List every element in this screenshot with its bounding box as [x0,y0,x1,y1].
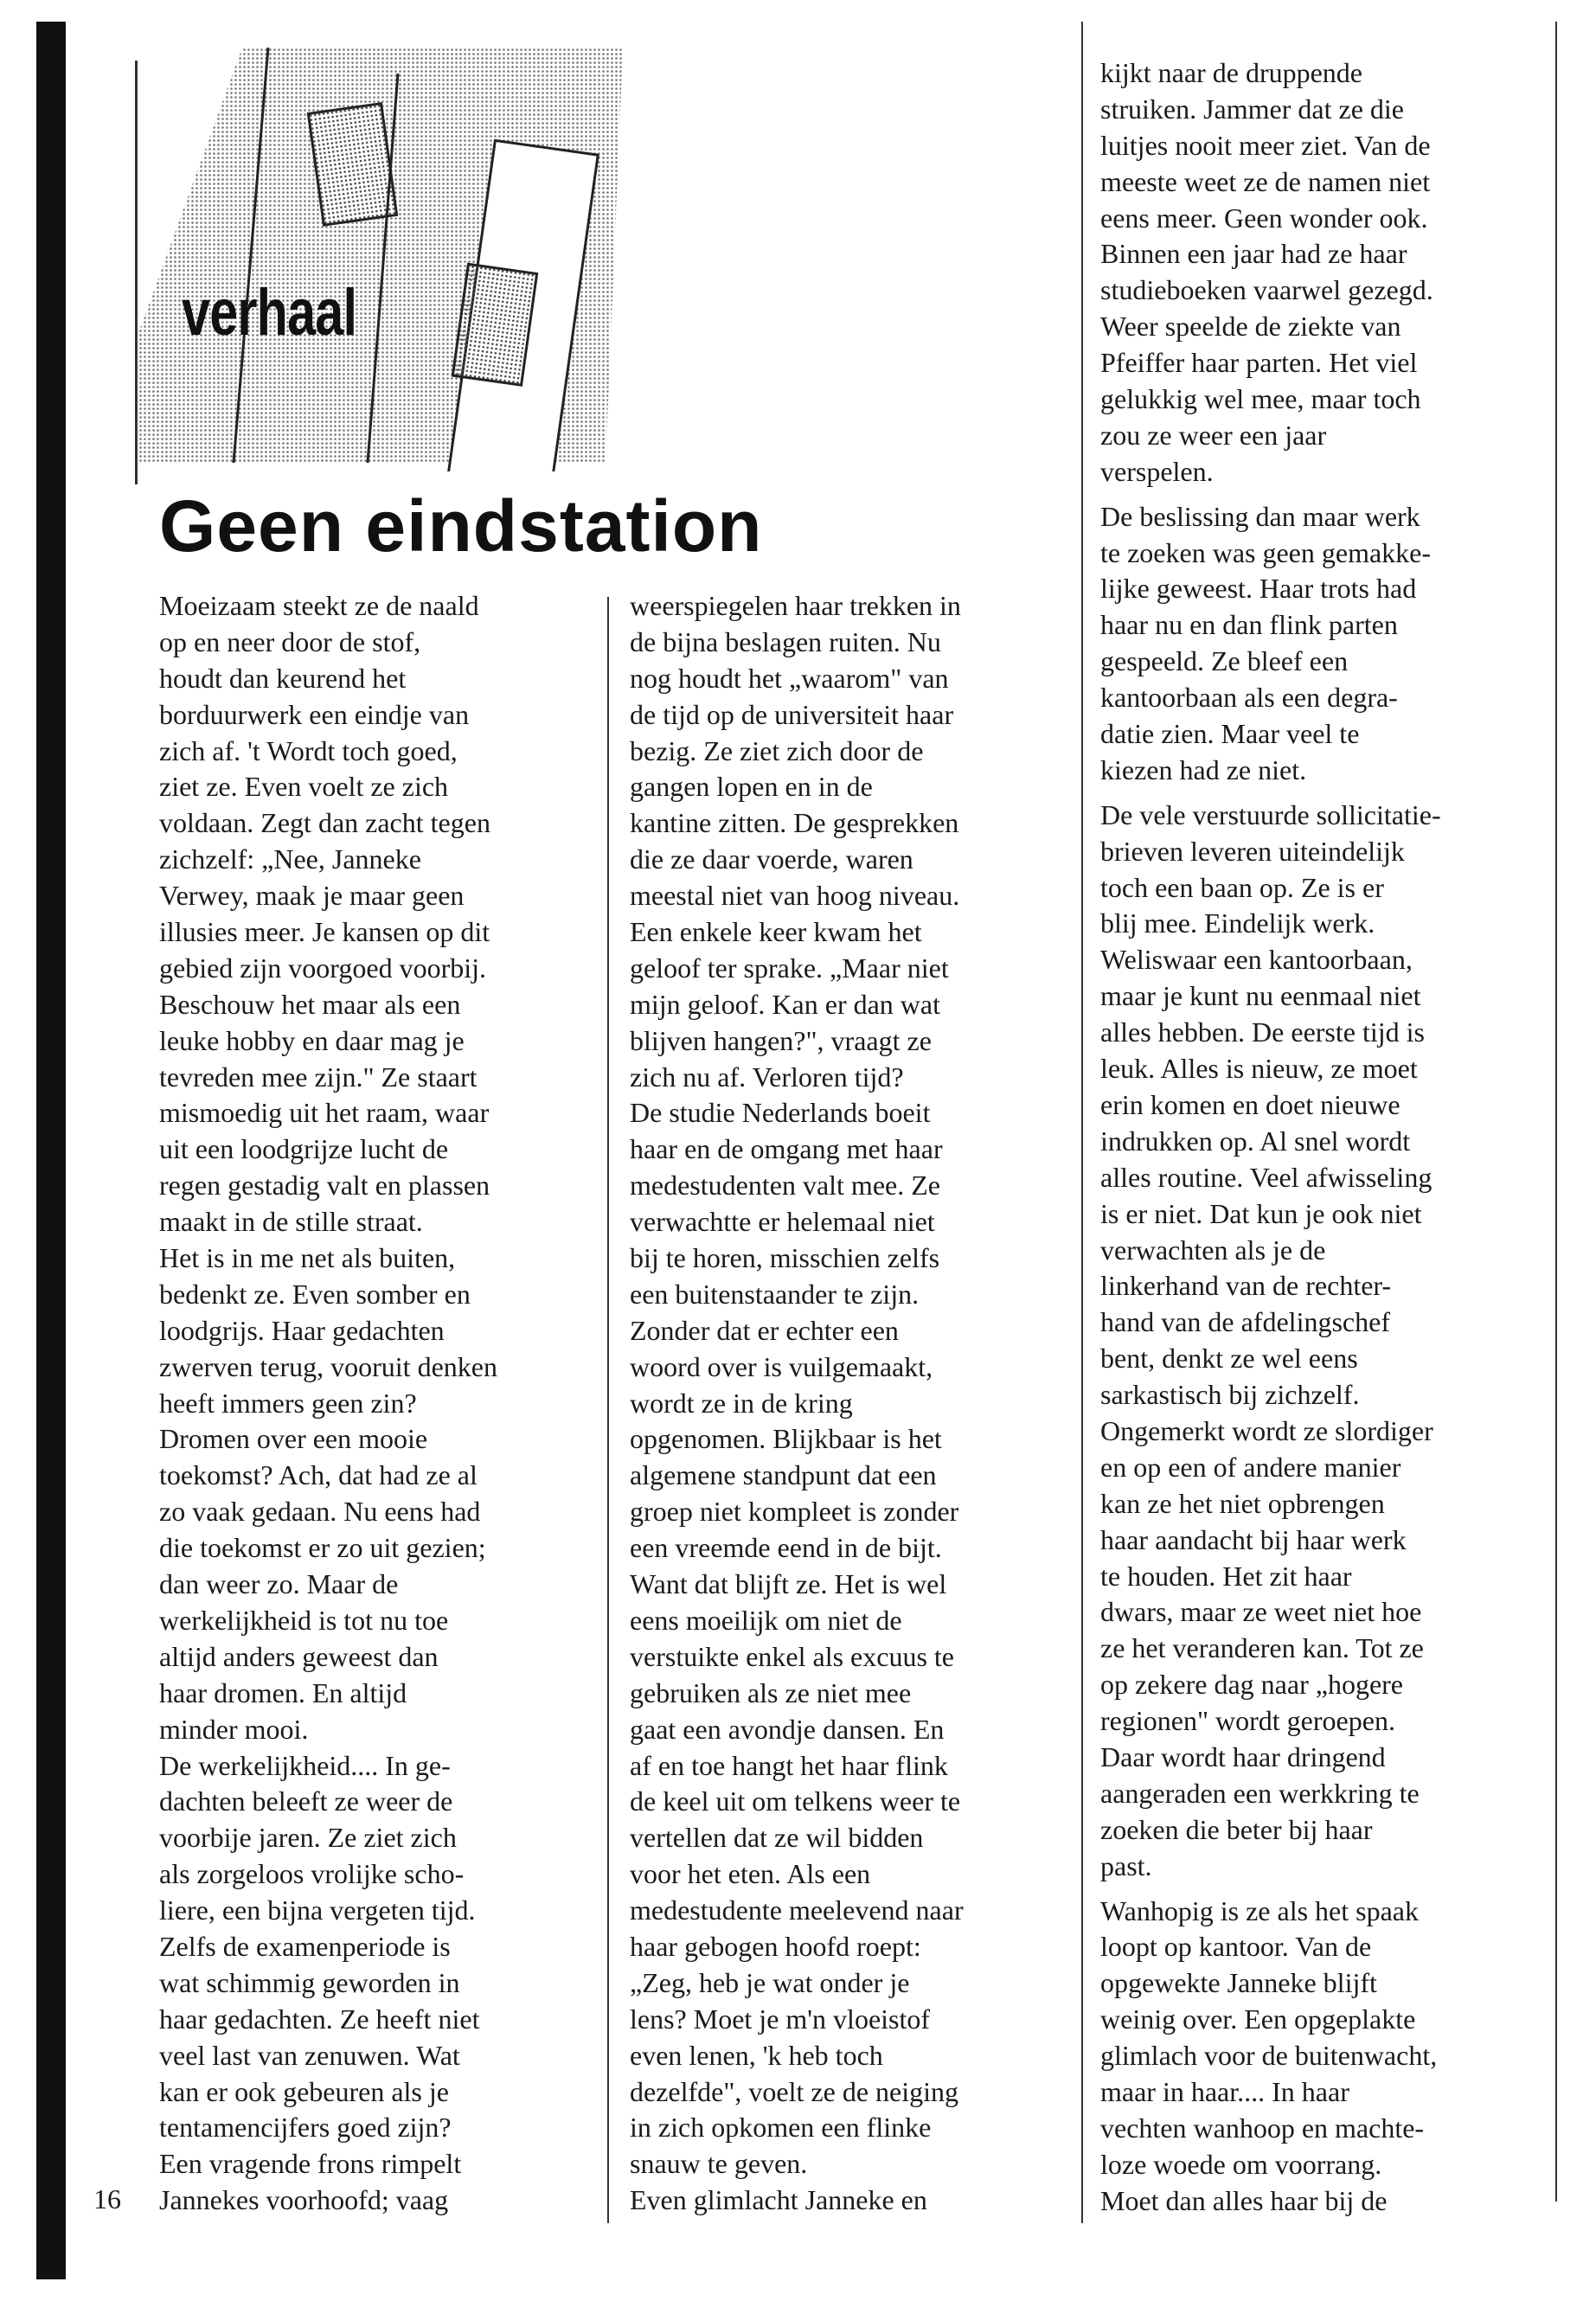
text-line: struiken. Jammer dat ze die [1100,93,1404,125]
text-line: blijven hangen?", vraagt ze [630,1024,932,1056]
text-line: Het is in me net als buiten, [159,1242,456,1274]
text-line: vertellen dat ze wil bidden [630,1822,924,1854]
text-line: de tijd op de universiteit haar [630,698,954,730]
text-line: zichzelf: „Nee, Janneke [159,843,421,875]
text-line: opgenomen. Blijkbaar is het [630,1423,942,1455]
text-line: De vele verstuurde sollicitatie- [1100,798,1441,830]
text-line: bent, denkt ze wel eens [1100,1343,1358,1375]
text-line: Jannekes voorhoofd; vaag [159,2184,449,2216]
text-line: Wanhopig is ze als het spaak [1100,1894,1419,1926]
text-line: voor het eten. Als een [630,1858,871,1890]
text-line: loze woede om voorrang. [1100,2148,1382,2180]
text-line: maar in haar.... In haar [1100,2075,1349,2107]
text-line: af en toe hangt het haar flink [630,1749,948,1781]
text-line: dwars, maar ze weet niet hoe [1100,1596,1422,1628]
text-line: mijn geloof. Kan er dan wat [630,988,940,1020]
text-line: haar nu en dan flink parten [1100,609,1398,641]
text-line: Beschouw het maar als een [159,988,461,1020]
text-line: toch een baan op. Ze is er [1100,871,1384,903]
text-line: te zoeken was geen gemakke- [1100,536,1432,568]
section-label: verhaal [182,276,357,349]
text-line: kantoorbaan als een degra- [1100,682,1398,714]
text-line: zoeken die beter bij haar [1100,1813,1373,1845]
text-line: mismoedig uit het raam, waar [159,1097,490,1129]
text-line: haar gebogen hoofd roept: [630,1930,921,1962]
text-line: even lenen, 'k heb toch [630,2039,883,2071]
text-line: datie zien. Maar veel te [1100,718,1360,750]
text-line: Daar wordt haar dringend [1100,1740,1386,1772]
text-line: kantine zitten. De gesprekken [630,807,959,839]
text-line: de bijna beslagen ruiten. Nu [630,625,941,657]
text-line: verstuikte enkel als excuus te [630,1640,954,1672]
text-line: Ongemerkt wordt ze slordiger [1100,1414,1433,1446]
text-line: wordt ze in de kring [630,1387,853,1419]
rule-title [135,61,138,484]
page-edge-bar [36,22,66,2279]
text-line: uit een loodgrijze lucht de [159,1133,449,1165]
text-line: de keel uit om telkens weer te [630,1785,961,1817]
text-line: zich nu af. Verloren tijd? [630,1061,904,1093]
text-line: weinig over. Een opgeplakte [1100,2003,1416,2035]
text-line: Een enkele keer kwam het [630,916,922,948]
text-line: toekomst? Ach, dat had ze al [159,1459,478,1491]
text-line: alles hebben. De eerste tijd is [1100,1016,1425,1048]
text-line: haar dromen. En altijd [159,1676,407,1708]
text-line: is er niet. Dat kun je ook niet [1100,1197,1422,1229]
text-line: Dromen over een mooie [159,1423,428,1455]
text-line: Een vragende frons rimpelt [159,2148,462,2180]
text-line: past. [1100,1849,1152,1881]
text-line: voldaan. Zegt dan zacht tegen [159,807,490,839]
text-line: gespeeld. Ze bleef een [1100,645,1349,677]
text-line: gebied zijn voorgoed voorbij. [159,952,486,984]
text-line: „Zeg, heb je wat onder je [630,1966,910,1998]
text-line: glimlach voor de buitenwacht, [1100,2040,1438,2072]
text-line: gaat een avondje dansen. En [630,1713,945,1745]
text-line: Weliswaar een kantoorbaan, [1100,944,1413,976]
text-line: verspelen. [1100,455,1214,487]
text-line: zo vaak gedaan. Nu eens had [159,1496,481,1528]
text-line: minder mooi. [159,1713,309,1745]
text-line: Pfeiffer haar parten. Het viel [1100,347,1418,379]
text-line: als zorgeloos vrolijke scho- [159,1858,465,1890]
text-line: een vreemde eend in de bijt. [630,1532,942,1564]
text-line: gelukkig wel mee, maar toch [1100,383,1421,415]
text-column-2 [630,588,964,2219]
text-line: altijd anders geweest dan [159,1640,439,1672]
text-line: Weer speelde de ziekte van [1100,311,1401,343]
text-line: dezelfde", voelt ze de neiging [630,2075,958,2107]
text-line: zou ze weer een jaar [1100,419,1327,451]
text-line: kijkt naar de druppende [1100,57,1362,88]
text-line: bezig. Ze ziet zich door de [630,734,924,766]
text-line: snauw te geven. [630,2148,808,2180]
text-line: regen gestadig valt en plassen [159,1170,490,1202]
text-line: veel last van zenuwen. Wat [159,2039,460,2071]
text-line: indrukken op. Al snel wordt [1100,1125,1411,1157]
text-line: geloof ter sprake. „Maar niet [630,952,949,984]
text-line: leuk. Alles is nieuw, ze moet [1100,1053,1418,1085]
text-line: De werkelijkheid.... In ge- [159,1749,451,1781]
text-line: kan er ook gebeuren als je [159,2075,449,2107]
column-divider-2 [1081,22,1083,2223]
text-line: brieven leveren uiteindelijk [1100,835,1405,867]
text-line: gangen lopen en in de [630,771,873,803]
text-line: eens meer. Geen wonder ook. [1100,202,1428,234]
text-line: Zelfs de examenperiode is [159,1930,451,1962]
text-line: luitjes nooit meer ziet. Van de [1100,129,1431,161]
text-line: weerspiegelen haar trekken in [630,590,961,621]
text-line: loopt op kantoor. Van de [1100,1931,1372,1963]
column-divider-right [1555,22,1557,2202]
text-line: regionen" wordt geroepen. [1100,1705,1395,1737]
text-line: zwerven terug, vooruit denken [159,1350,497,1382]
text-line: sarkastisch bij zichzelf. [1100,1379,1360,1411]
text-line: nog houdt het „waarom" van [630,662,949,694]
text-line: De studie Nederlands boeit [630,1097,931,1129]
text-line: voorbije jaren. Ze ziet zich [159,1822,457,1854]
text-line: ze het veranderen kan. Tot ze [1100,1632,1424,1664]
text-line: zich af. 't Wordt toch goed, [159,734,458,766]
text-line: maakt in de stille straat. [159,1206,423,1238]
text-line: Moeizaam steekt ze de naald [159,590,479,621]
text-line: erin komen en doet nieuwe [1100,1088,1401,1120]
text-line: meestal niet van hoog niveau. [630,880,960,912]
text-line: alles routine. Veel afwisseling [1100,1161,1433,1193]
paragraph-gap [1100,789,1441,798]
verhaal-logo [138,48,631,471]
text-line: blij mee. Eindelijk werk. [1100,907,1375,939]
text-line: medestudenten valt mee. Ze [630,1170,940,1202]
text-line: De beslissing dan maar werk [1100,500,1420,532]
text-line: Even glimlacht Janneke en [630,2184,927,2216]
text-line: algemene standpunt dat een [630,1459,937,1491]
text-line: lijke geweest. Haar trots had [1100,573,1417,605]
text-line: verwachten als je de [1100,1234,1326,1266]
text-line: lens? Moet je m'n vloeistof [630,2003,931,2035]
text-line: woord over is vuilgemaakt, [630,1350,933,1382]
text-line: borduurwerk een eindje van [159,698,470,730]
text-line: Binnen een jaar had ze haar [1100,238,1407,270]
text-line: kan ze het niet opbrengen [1100,1487,1385,1519]
text-line: kiezen had ze niet. [1100,753,1307,785]
text-line: Verwey, maak je maar geen [159,880,465,912]
text-line: loodgrijs. Haar gedachten [159,1314,445,1346]
text-line: haar en de omgang met haar [630,1133,943,1165]
text-column-1 [159,588,497,2219]
text-line: ziet ze. Even voelt ze zich [159,771,449,803]
text-line: gebruiken als ze niet mee [630,1676,912,1708]
text-line: linkerhand van de rechter- [1100,1270,1392,1302]
text-line: studieboeken vaarwel gezegd. [1100,274,1433,306]
text-line: leuke hobby en daar mag je [159,1024,465,1056]
paragraph-gap [1100,1885,1441,1894]
text-line: aangeraden een werkkring te [1100,1777,1420,1809]
text-line: haar aandacht bij haar werk [1100,1523,1407,1555]
text-line: dachten beleeft ze weer de [159,1785,453,1817]
text-line: meeste weet ze de namen niet [1100,165,1431,197]
text-column-3 [1100,55,1441,2220]
text-line: tentamencijfers goed zijn? [159,2112,452,2144]
text-line: op en neer door de stof, [159,625,421,657]
page-number: 16 [93,2183,121,2214]
text-line: bij te horen, misschien zelfs [630,1242,940,1274]
text-line: op zekere dag naar „hogere [1100,1669,1403,1701]
text-line: liere, een bijna vergeten tijd. [159,1894,476,1926]
article-title: Geen eindstation [159,485,763,567]
column-divider-1 [607,597,609,2223]
text-line: medestudente meelevend naar [630,1894,964,1926]
text-line: vechten wanhoop en machte- [1100,2112,1425,2144]
text-line: illusies meer. Je kansen op dit [159,916,490,948]
text-line: dan weer zo. Maar de [159,1568,399,1600]
text-line: verwachtte er helemaal niet [630,1206,935,1238]
text-line: in zich opkomen een flinke [630,2112,932,2144]
text-line: die ze daar voerde, waren [630,843,913,875]
text-line: tevreden mee zijn." Ze staart [159,1061,478,1093]
text-line: te houden. Het zit haar [1100,1560,1352,1592]
text-line: hand van de afdelingschef [1100,1306,1390,1338]
text-line: haar gedachten. Ze heeft niet [159,2003,480,2035]
text-line: groep niet kompleet is zonder [630,1496,959,1528]
text-line: een buitenstaander te zijn. [630,1278,920,1310]
text-line: die toekomst er zo uit gezien; [159,1532,486,1564]
text-line: wat schimmig geworden in [159,1966,460,1998]
text-line: heeft immers geen zin? [159,1387,417,1419]
text-line: eens moeilijk om niet de [630,1604,902,1636]
text-line: werkelijkheid is tot nu toe [159,1604,449,1636]
text-line: Moet dan alles haar bij de [1100,2184,1388,2216]
text-line: maar je kunt nu eenmaal niet [1100,980,1421,1012]
text-line: en op een of andere manier [1100,1451,1401,1483]
text-line: Zonder dat er echter een [630,1314,899,1346]
text-line: houdt dan keurend het [159,662,407,694]
text-line: opgewekte Janneke blijft [1100,1967,1377,1999]
text-line: bedenkt ze. Even somber en [159,1278,471,1310]
paragraph-gap [1100,490,1441,499]
text-line: Want dat blijft ze. Het is wel [630,1568,947,1600]
